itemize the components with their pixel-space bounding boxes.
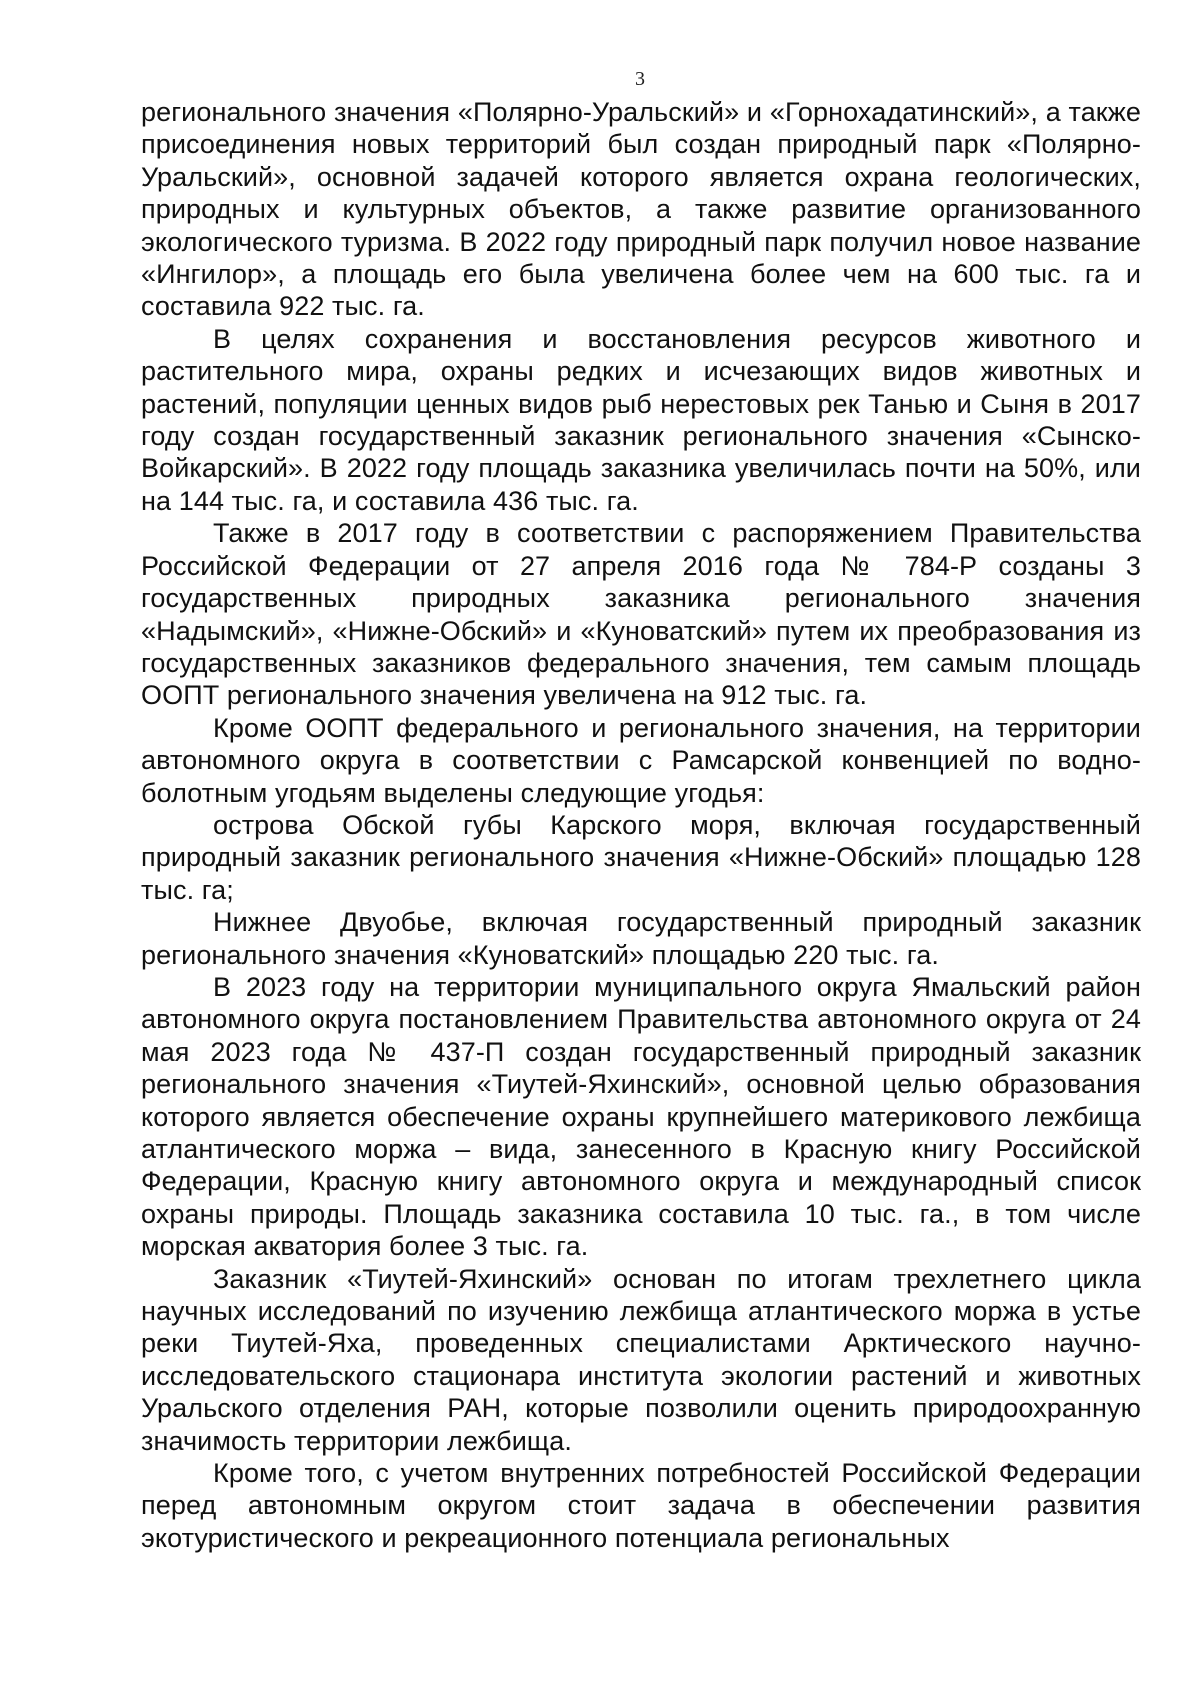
- paragraph: регионального значения «Полярно-Уральский» и «Горнохадатинский», а также присоединения новых территорий был создан природный парк «Полярно-Уральский», основной задачей которого является охрана геологических, природных и культурных объектов, а также развитие организованного экологического туризма. В 2022 году природный парк получил новое название «Ингилор», а площадь его была увеличена более чем на 600 тыс. га и составила 922 тыс. га.: [141, 97, 1141, 322]
- paragraph: Кроме того, с учетом внутренних потребностей Российской Федерации перед автономным округом стоит задача в обеспечении развития экотуристического и рекреационного потенциала региональных: [141, 1458, 1141, 1553]
- list-item: Нижнее Двуобье, включая государственный природный заказник регионального значения «Куноватский» площадью 220 тыс. га.: [141, 907, 1141, 970]
- paragraph: Кроме ООПТ федерального и регионального значения, на территории автономного округа в соответствии с Рамсарской конвенцией по водно-болотным угодьям выделены следующие угодья:: [141, 712, 1141, 808]
- paragraph: Также в 2017 году в соответствии с распоряжением Правительства Российской Федерации от 27 апреля 2016 года № 784-Р созданы 3 государственных природных заказника регионального значения «Надымский», «Нижне-Обский» и «Куноватский» путем их преобразования из государственных заказников федерального значения, тем самым площадь ООПТ регионального значения увеличена на 912 тыс. га.: [141, 518, 1141, 711]
- document-body: [141, 96, 1141, 1554]
- list-item: острова Обской губы Карского моря, включая государственный природный заказник регионального значения «Нижне-Обский» площадью 128 тыс. га;: [141, 809, 1141, 905]
- paragraph: Заказник «Тиутей-Яхинский» основан по итогам трехлетнего цикла научных исследований по изучению лежбища атлантического моржа в устье реки Тиутей-Яха, проведенных специалистами Арктического научно-исследовательского стационара института экологии растений и животных Уральского отделения РАН, которые позволили оценить природоохранную значимость территории лежбища.: [141, 1263, 1141, 1456]
- paragraph: В целях сохранения и восстановления ресурсов животного и растительного мира, охраны редких и исчезающих видов животных и растений, популяции ценных видов рыб нерестовых рек Танью и Сыня в 2017 году создан государственный заказник регионального значения «Сынско-Войкарский». В 2022 году площадь заказника увеличилась почти на 50%, или на 144 тыс. га, и составила 436 тыс. га.: [141, 323, 1141, 516]
- page-number: 3: [635, 68, 645, 90]
- paragraph: В 2023 году на территории муниципального округа Ямальский район автономного округа постановлением Правительства автономного округа от 24 мая 2023 года № 437-П создан государственный природный заказник регионального значения «Тиутей-Яхинский», основной целью образования которого является обеспечение охраны крупнейшего материкового лежбища атлантического моржа – вида, занесенного в Красную книгу Российской Федерации, Красную книгу автономного округа и международный список охраны природы. Площадь заказника составила 10 тыс. га., в том числе морская акватория более 3 тыс. га.: [141, 971, 1141, 1262]
